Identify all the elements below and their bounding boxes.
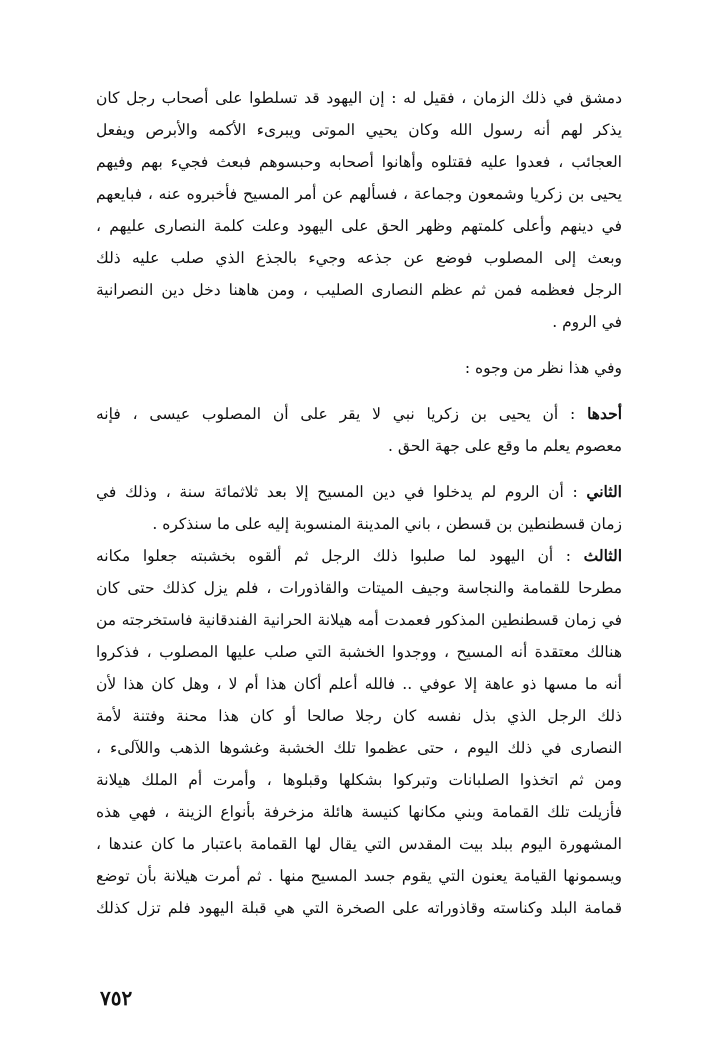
- text-run: : أن اليهود لما صلبوا ذلك الرجل ثم ألقوه بخشبته جعلوا مكانه: [96, 547, 584, 565]
- text-line: في زمان قسطنطين المذكور فعمدت أمه هيلانة الحرانية الفندقانية فاستخرجته من: [96, 611, 622, 629]
- point-label: أحدها: [587, 404, 622, 423]
- point-label: الثاني: [586, 482, 622, 501]
- text-line: هنالك معتقدة أنه المسيح ، ووجدوا الخشبة التي صلب عليها المصلوب ، فذكروا: [96, 643, 622, 661]
- page-body: [96, 82, 622, 924]
- text-run: : أن الروم لم يدخلوا في دين المسيح إلا بعد ثلاثمائة سنة ، وذلك في: [96, 483, 587, 501]
- text-line: قمامة البلد وكناسته وقاذوراته على الصخرة التي هي قبلة اليهود فلم تزل كذلك: [96, 899, 622, 917]
- text-line: في الروم .: [552, 313, 622, 331]
- text-line: العجائب ، فعدوا عليه فقتلوه وأهانوا أصحابه وحبسوهم فبعث فجيء بهم وفيهم: [96, 153, 622, 171]
- text-line: الرجل فعظمه فمن ثم عظم النصارى الصليب ، ومن هاهنا دخل دين النصرانية: [96, 281, 622, 299]
- page-number: ٧٥٢: [100, 986, 133, 1010]
- text-line: دمشق في ذلك الزمان ، فقيل له : إن اليهود قد تسلطوا على أصحاب رجل كان: [96, 89, 622, 107]
- text-line: معصوم يعلم ما وقع على جهة الحق .: [388, 437, 622, 455]
- text-line: ويسمونها القيامة يعنون التي يقوم جسد المسيح منها . ثم أمرت هيلانة بأن توضع: [96, 867, 622, 885]
- text-line: يحيى بن زكريا وشمعون وجماعة ، فسألهم عن أمر المسيح فأخبروه عنه ، فبايعهم: [96, 185, 622, 203]
- text-line: فأزيلت تلك القمامة وبني مكانها كنيسة هائلة مزخرفة بأنواع الزينة ، فهي هذه: [96, 803, 622, 821]
- text-line: مطرحا للقمامة والنجاسة وجيف الميتات والقاذورات ، فلم يزل كذلك حتى كان: [96, 579, 622, 597]
- text-line: وبعث إلى المصلوب فوضع عن جذعه وجيء بالجذع الذي صلب عليه ذلك: [96, 249, 622, 267]
- paragraph-third-point: [96, 540, 622, 924]
- text-line: النصارى في ذلك اليوم ، حتى عظموا تلك الخشبة وغشوها الذهب واللآلىء ،: [96, 739, 622, 757]
- text-line: أنه ما مسها ذو عاهة إلا عوفي .. فالله أعلم أكان هذا أم لا ، وهل كان هذا لأن: [96, 675, 622, 693]
- text-run: : أن يحيى بن زكريا نبي لا يقر على أن المصلوب عيسى ، فإنه: [96, 405, 588, 423]
- text-line: [96, 476, 622, 508]
- paragraph-first-point: [96, 398, 622, 462]
- text-line: ومن ثم اتخذوا الصلبانات وتبركوا بشكلها وقبلوها ، وأمرت أم الملك هيلانة: [96, 771, 622, 789]
- text-line: المشهورة اليوم ببلد بيت المقدس التي يقال لها القمامة باعتبار ما كان عندها ،: [96, 835, 622, 853]
- point-label: الثالث: [583, 546, 622, 565]
- text-line: [96, 398, 622, 430]
- text-line: ذلك الرجل الذي بذل نفسه كان رجلا صالحا أو كان هذا محنة وفتنة لأمة: [96, 707, 622, 725]
- text-line: زمان قسطنطين بن قسطن ، باني المدينة المنسوبة إليه على ما سنذكره .: [152, 515, 622, 533]
- text-line: يذكر لهم أنه رسول الله وكان يحيي الموتى ويبرىء الأكمه والأبرص ويفعل: [96, 121, 622, 139]
- paragraph-objections-heading: [96, 352, 622, 384]
- paragraph-second-point: [96, 476, 622, 540]
- paragraph-intro: [96, 82, 622, 338]
- text-line: وفي هذا نظر من وجوه :: [464, 359, 622, 377]
- text-line: في دينهم وأعلى كلمتهم وظهر الحق على اليهود وعلت كلمة النصارى عليهم ،: [96, 217, 622, 235]
- text-line: [96, 540, 622, 572]
